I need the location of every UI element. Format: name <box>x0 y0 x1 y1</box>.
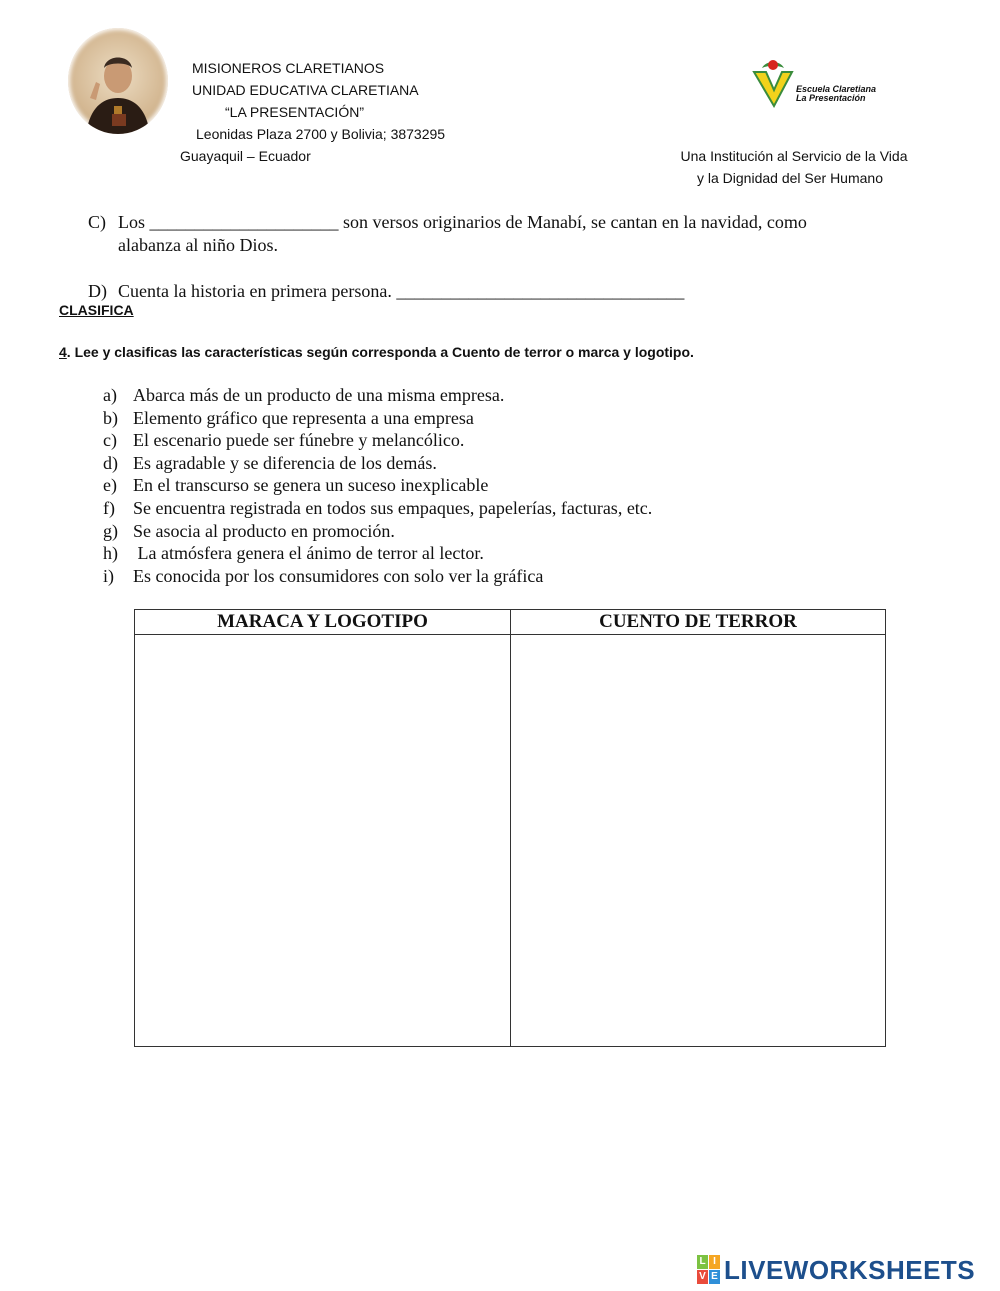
question-c-label: C) <box>88 212 106 232</box>
list-item <box>103 542 652 565</box>
item-text: En el transcurso se genera un suceso inexplicable <box>133 475 489 496</box>
question-d <box>88 280 684 302</box>
instruction <box>59 344 694 360</box>
question-c-text: Los _____________________ son versos originarios de Manabí, se cantan en la navidad, como <box>118 212 807 232</box>
characteristics-list <box>103 384 652 587</box>
logo-text-2: La Presentación <box>796 93 866 103</box>
item-text: Elemento gráfico que representa a una empresa <box>133 407 474 428</box>
item-letter: a) <box>103 385 117 405</box>
instruction-text: . Lee y clasificas las características según corresponda a Cuento de terror o marca y logotipo. <box>66 344 694 360</box>
column-header-marca: MARACA Y LOGOTIPO <box>135 610 510 635</box>
item-text: Es conocida por los consumidores con solo ver la gráfica <box>133 565 544 586</box>
item-text: La atmósfera genera el ánimo de terror al lector. <box>133 543 484 564</box>
question-c <box>88 211 807 233</box>
list-item <box>103 520 652 543</box>
header-line-2: UNIDAD EDUCATIVA CLARETIANA <box>192 82 419 98</box>
item-letter: d) <box>103 452 118 473</box>
logo-text-1: Escuela Claretiana <box>796 84 877 94</box>
header-line-4: Leonidas Plaza 2700 y Bolivia; 3873295 <box>196 126 446 142</box>
list-item <box>103 565 652 588</box>
column-cuento-terror <box>511 610 885 1046</box>
tagline-line-2: y la Dignidad del Ser Humano <box>697 170 883 186</box>
liveworksheets-watermark <box>697 1253 975 1287</box>
drop-zone-marca[interactable] <box>135 635 510 1046</box>
item-letter: h) <box>103 543 118 564</box>
item-letter: f) <box>103 497 115 518</box>
list-item <box>103 452 652 475</box>
item-text: Abarca más de un producto de una misma empresa. <box>133 385 505 405</box>
question-d-text: Cuenta la historia en primera persona. ________________________________ <box>118 281 685 301</box>
classification-table <box>134 609 886 1047</box>
question-d-label: D) <box>88 281 107 301</box>
item-letter: c) <box>103 430 117 451</box>
item-text: El escenario puede ser fúnebre y melancólico. <box>133 430 465 451</box>
item-text: Se asocia al producto en promoción. <box>133 520 395 541</box>
founder-portrait <box>68 28 168 134</box>
list-item <box>103 497 652 520</box>
header-line-5: Guayaquil – Ecuador <box>180 148 311 164</box>
list-item <box>103 429 652 452</box>
header-line-3: “LA PRESENTACIÓN” <box>225 104 364 120</box>
instruction-number: 4 <box>59 344 67 360</box>
school-logo <box>752 58 902 110</box>
list-item <box>103 407 652 430</box>
section-title: CLASIFICA <box>59 302 134 318</box>
list-item <box>103 474 652 497</box>
question-c-continuation: alabanza al niño Dios. <box>118 235 278 255</box>
item-text: Se encuentra registrada en todos sus empaques, papelerías, facturas, etc. <box>133 497 653 518</box>
item-letter: i) <box>103 565 114 586</box>
item-letter: b) <box>103 407 118 428</box>
tagline-line-1: Una Institución al Servicio de la Vida <box>680 148 908 164</box>
column-header-terror: CUENTO DE TERROR <box>511 610 885 635</box>
list-item <box>103 384 652 407</box>
liveworksheets-badge-icon: L I V E <box>697 1255 721 1285</box>
drop-zone-terror[interactable] <box>511 635 885 1046</box>
column-marca-logotipo <box>135 610 511 1046</box>
liveworksheets-text: LIVEWORKSHEETS <box>724 1254 976 1285</box>
item-letter: g) <box>103 520 118 541</box>
item-letter: e) <box>103 475 117 496</box>
header-line-1: MISIONEROS CLARETIANOS <box>192 60 385 76</box>
item-text: Es agradable y se diferencia de los demás. <box>133 452 437 473</box>
